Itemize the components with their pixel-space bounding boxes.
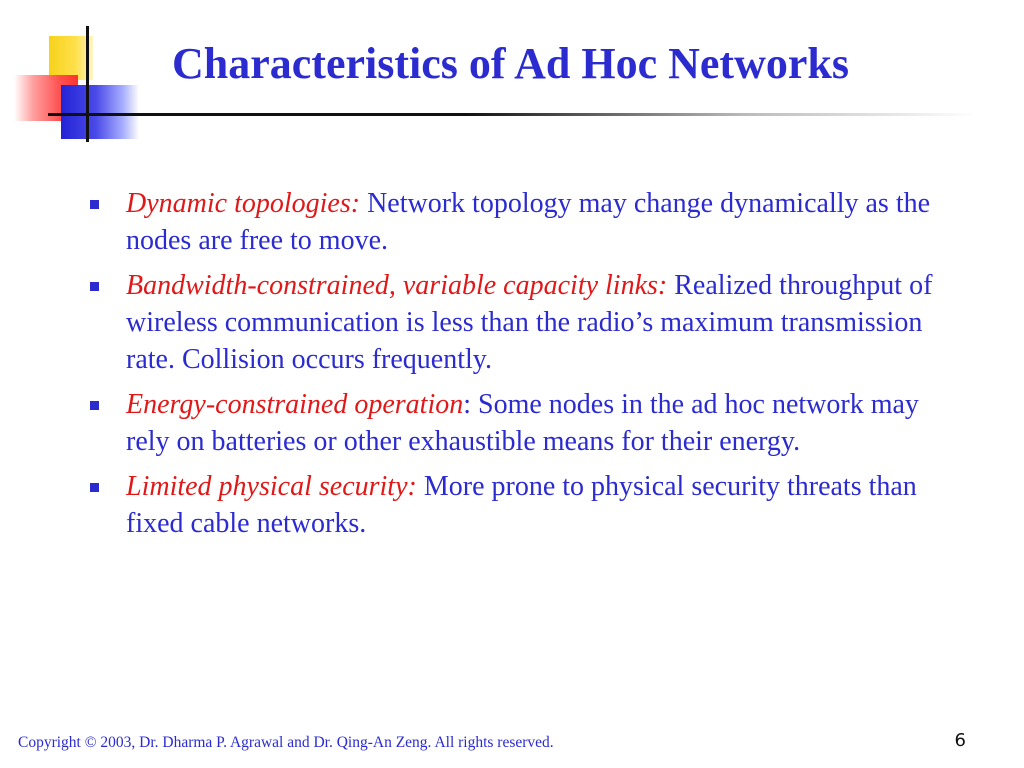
slide-logo-decoration: [0, 0, 160, 150]
bullet-square-icon: [90, 282, 99, 291]
bullet-term: Limited physical security: [126, 471, 408, 502]
bullet-square-icon: [90, 200, 99, 209]
bullet-term: Bandwidth-constrained, variable capacity links: [126, 270, 658, 301]
bullet-item-dynamic-topologies: [86, 185, 946, 259]
bullet-text: Realized throughput of wireless communication is less than the radio’s maximum transmission rate. Collision occurs frequently.: [126, 270, 933, 375]
bullet-item-energy-constrained: [86, 386, 946, 460]
bullet-square-icon: [90, 483, 99, 492]
bullet-separator: :: [350, 188, 361, 219]
slide-footer-copyright: Copyright © 2003, Dr. Dharma P. Agrawal and Dr. Qing-An Zeng. All rights reserved.: [18, 734, 554, 751]
bullet-square-icon: [90, 401, 99, 410]
bullet-text: More prone to physical security threats than fixed cable networks.: [126, 471, 917, 539]
bullet-separator: :: [407, 471, 417, 502]
bullet-text: Some nodes in the ad hoc network may rely on batteries or other exhaustible means for their energy.: [126, 389, 919, 457]
logo-vertical-line: [86, 26, 89, 142]
slide-title: Characteristics of Ad Hoc Networks: [172, 39, 849, 88]
bullet-term: Energy-constrained operation: [126, 389, 464, 420]
logo-blue-square: [61, 85, 139, 139]
bullet-item-limited-security: [86, 468, 946, 542]
slide-page-number: 6: [954, 730, 966, 751]
bullet-list: [86, 185, 946, 550]
bullet-separator: :: [657, 270, 668, 301]
title-underline: [48, 113, 978, 116]
bullet-separator: :: [463, 389, 472, 420]
bullet-item-bandwidth-constrained: [86, 267, 946, 378]
bullet-text: Network topology may change dynamically as the nodes are free to move.: [126, 188, 931, 256]
bullet-term: Dynamic topologies: [126, 188, 351, 219]
